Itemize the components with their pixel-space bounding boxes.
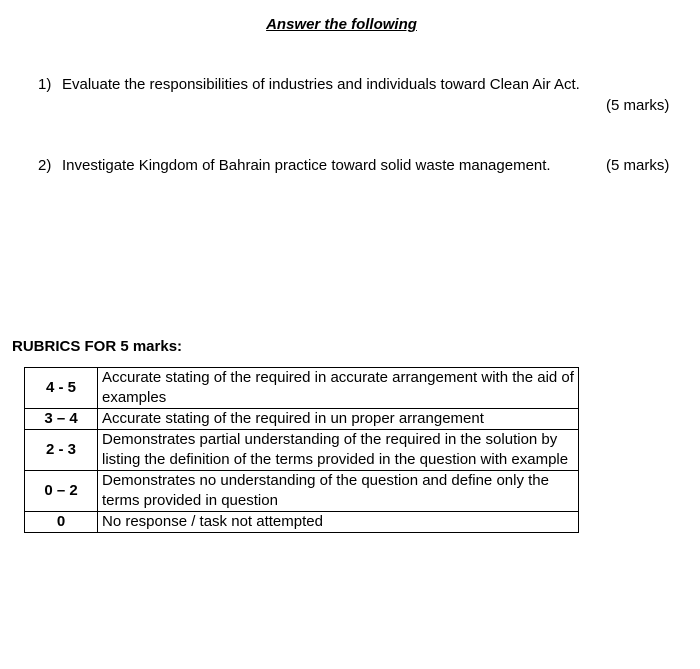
- rubric-row: [25, 430, 579, 471]
- rubric-score: 2 - 3: [25, 430, 98, 471]
- question-1-number: 1): [38, 76, 52, 93]
- rubric-table: [24, 367, 579, 533]
- rubric-score: 3 – 4: [25, 409, 98, 430]
- rubric-score: 0: [25, 512, 98, 533]
- rubric-description: Accurate stating of the required in un proper arrangement: [98, 409, 579, 430]
- page-title: Answer the following: [266, 16, 417, 33]
- question-1-text: Evaluate the responsibilities of industries and individuals toward Clean Air Act.: [62, 76, 580, 93]
- rubric-row: [25, 409, 579, 430]
- question-2-text: Investigate Kingdom of Bahrain practice toward solid waste management.: [62, 157, 551, 174]
- rubric-description: Demonstrates partial understanding of the required in the solution by listing the definition of the terms provided in the question with example: [98, 430, 579, 471]
- question-2-marks: (5 marks): [606, 157, 670, 174]
- rubric-description: Accurate stating of the required in accurate arrangement with the aid of examples: [98, 368, 579, 409]
- rubric-score: 4 - 5: [25, 368, 98, 409]
- question-1-marks: (5 marks): [606, 97, 670, 114]
- rubric-row: [25, 471, 579, 512]
- question-1: [38, 76, 580, 93]
- rubric-row: [25, 512, 579, 533]
- rubric-heading: RUBRICS FOR 5 marks:: [12, 338, 183, 355]
- rubric-description: Demonstrates no understanding of the question and define only the terms provided in question: [98, 471, 579, 512]
- rubric-row: [25, 368, 579, 409]
- rubric-description: No response / task not attempted: [98, 512, 579, 533]
- question-2-number: 2): [38, 157, 52, 174]
- rubric-score: 0 – 2: [25, 471, 98, 512]
- question-2: [38, 157, 551, 174]
